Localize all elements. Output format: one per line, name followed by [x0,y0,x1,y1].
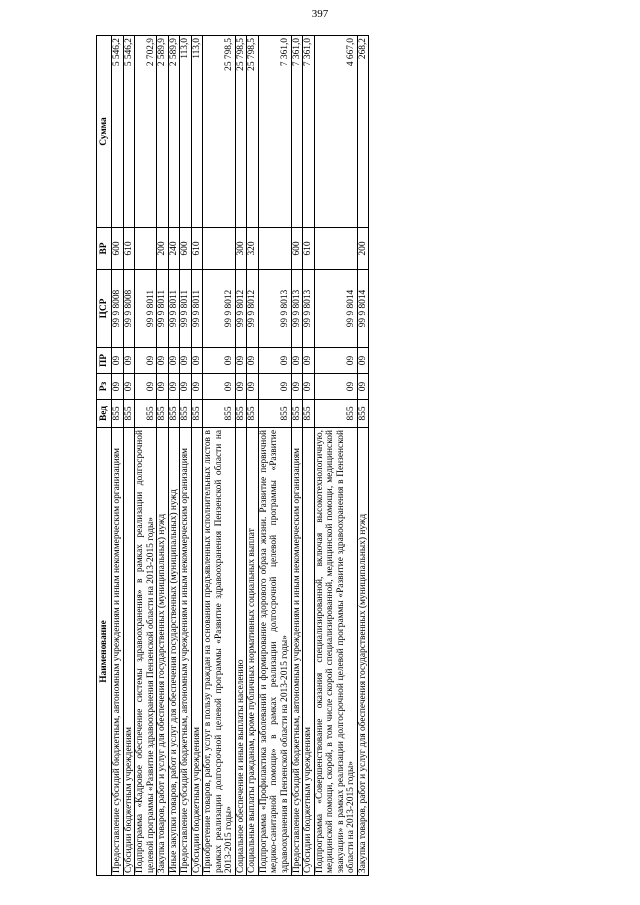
cell-csr: 99 9 8011 [168,270,180,348]
cell-ved: 855 [112,400,124,428]
header-csr: ЦСР [97,270,112,348]
cell-pr: 09 [191,348,203,374]
cell-pr: 09 [168,348,180,374]
cell-name: Субсидии бюджетным учреждениям [191,428,203,876]
cell-rz: 09 [303,374,315,400]
cell-csr: 99 9 8011 [191,270,203,348]
cell-pr: 09 [180,348,192,374]
cell-vr: 200 [357,228,369,270]
cell-sum: 113,0 [191,36,203,228]
cell-rz: 09 [135,374,157,400]
table-row [203,36,236,876]
cell-name: Предоставление субсидий бюджетным, автономным учреждениям и иным некоммерческим организациям [180,428,192,876]
table-row [247,36,259,876]
cell-rz: 09 [247,374,259,400]
cell-sum: 113,0 [180,36,192,228]
cell-pr: 09 [247,348,259,374]
cell-csr: 99 9 8011 [135,270,157,348]
cell-name: Предоставление субсидий бюджетным, автономным учреждениям и иным некоммерческим организациям [291,428,303,876]
cell-rz: 09 [123,374,135,400]
cell-sum: 2 589,9 [157,36,169,228]
cell-name: Иные закупки товаров, работ и услуг для обеспечения государственных (муниципальных) нужд [168,428,180,876]
cell-vr: 600 [180,228,192,270]
cell-name: Социальное обеспечение и иные выплаты населению [235,428,247,876]
cell-pr: 09 [314,348,357,374]
cell-rz: 09 [203,374,236,400]
cell-ved: 855 [168,400,180,428]
cell-rz: 09 [112,374,124,400]
table-header-row [97,36,112,876]
cell-rz: 09 [258,374,291,400]
table-row [357,36,369,876]
cell-vr: 600 [291,228,303,270]
cell-ved: 855 [247,400,259,428]
table-row [303,36,315,876]
table-row [235,36,247,876]
cell-ved: 855 [258,400,291,428]
cell-rz: 09 [357,374,369,400]
cell-pr: 09 [303,348,315,374]
cell-name: Подпрограмма «Совершенствование оказания специализированной, включая высокотехнологичную, медицинской помощи, скорой, в том числе скорой специализированной, медицинской помощи, медицинской эвакуации» в рамках реализации долгосрочной целевой программы «Развитие здравоохранения в Пензенской области на 2013-2015 годы» [314,428,357,876]
cell-csr: 99 9 8008 [112,270,124,348]
cell-csr: 99 9 8013 [303,270,315,348]
cell-sum: 25 798,5 [247,36,259,228]
cell-rz: 09 [191,374,203,400]
cell-ved: 855 [235,400,247,428]
header-sum: Сумма [97,36,112,228]
cell-vr [135,228,157,270]
cell-sum: 2 702,9 [135,36,157,228]
table-row [314,36,357,876]
cell-rz: 09 [314,374,357,400]
cell-rz: 09 [157,374,169,400]
cell-name: Закупка товаров, работ и услуг для обеспечения государственных (муниципальных) нужд [357,428,369,876]
cell-vr: 600 [112,228,124,270]
cell-vr: 300 [235,228,247,270]
cell-csr: 99 9 8008 [123,270,135,348]
header-vr: ВР [97,228,112,270]
cell-ved: 855 [303,400,315,428]
cell-csr: 99 9 8012 [203,270,236,348]
cell-vr [258,228,291,270]
cell-pr: 09 [112,348,124,374]
cell-ved: 855 [291,400,303,428]
cell-sum: 7 361,0 [303,36,315,228]
header-ved: Вед [97,400,112,428]
cell-sum: 7 361,0 [291,36,303,228]
cell-csr: 99 9 8012 [247,270,259,348]
rotated-page-content [96,36,545,876]
cell-rz: 09 [291,374,303,400]
cell-vr [203,228,236,270]
cell-pr: 09 [235,348,247,374]
cell-rz: 09 [168,374,180,400]
table-row [191,36,203,876]
cell-csr: 99 9 8014 [314,270,357,348]
cell-name: Подпрограмма «Профилактика заболеваний и формирование здорового образа жизни. Развитие первичной медико-санитарной помощи» в рамках реализации долгосрочной целевой программы «Развитие здравоохранения в Пензенской области на 2013-2015 годы» [258,428,291,876]
table-row [157,36,169,876]
cell-ved: 855 [314,400,357,428]
table-row [180,36,192,876]
table-row [123,36,135,876]
cell-pr: 09 [123,348,135,374]
cell-csr: 99 9 8011 [180,270,192,348]
cell-name: Закупка товаров, работ и услуг для обеспечения государственных (муниципальных) нужд [157,428,169,876]
cell-ved: 855 [123,400,135,428]
table-row [291,36,303,876]
cell-sum: 5 546,2 [112,36,124,228]
cell-name: Приобретение товаров, работ, услуг в пользу граждан на основании предъявленных исполнительных листов в рамках реализации долгосрочной целевой программы «Развитие здравоохранения Пензенской области на 2013-2015 годы» [203,428,236,876]
cell-vr [314,228,357,270]
cell-pr: 09 [357,348,369,374]
cell-sum: 4 667,0 [314,36,357,228]
table-row [168,36,180,876]
cell-ved: 855 [191,400,203,428]
cell-pr: 09 [135,348,157,374]
cell-vr: 200 [157,228,169,270]
cell-rz: 09 [235,374,247,400]
header-name: Наименование [97,428,112,876]
budget-table [96,35,369,876]
cell-ved: 855 [203,400,236,428]
cell-sum: 25 798,5 [235,36,247,228]
cell-csr: 99 9 8013 [258,270,291,348]
cell-vr: 610 [191,228,203,270]
cell-rz: 09 [180,374,192,400]
cell-sum: 7 361,0 [258,36,291,228]
cell-csr: 99 9 8012 [235,270,247,348]
cell-csr: 99 9 8013 [291,270,303,348]
cell-pr: 09 [157,348,169,374]
cell-name: Подпрограмма «Кадровое обеспечение системы здравоохранения» в рамках реализации долгосрочной целевой программы «Развитие здравоохранения Пензенской области на 2013-2015 годы» [135,428,157,876]
cell-sum: 5 546,2 [123,36,135,228]
cell-name: Субсидии бюджетным учреждениям [123,428,135,876]
cell-csr: 99 9 8014 [357,270,369,348]
table-body [112,36,369,876]
cell-ved: 855 [180,400,192,428]
cell-vr: 610 [303,228,315,270]
cell-sum: 25 798,5 [203,36,236,228]
header-pr: ПР [97,348,112,374]
cell-name: Субсидии бюджетным учреждениям [303,428,315,876]
cell-vr: 610 [123,228,135,270]
cell-ved: 855 [135,400,157,428]
cell-vr: 320 [247,228,259,270]
cell-csr: 99 9 8011 [157,270,169,348]
cell-sum: 2 589,9 [168,36,180,228]
cell-pr: 09 [258,348,291,374]
cell-vr: 240 [168,228,180,270]
cell-pr: 09 [291,348,303,374]
table-row [258,36,291,876]
cell-ved: 855 [357,400,369,428]
cell-name: Предоставление субсидий бюджетным, автономным учреждениям и иным некоммерческим организациям [112,428,124,876]
table-row [112,36,124,876]
cell-pr: 09 [203,348,236,374]
cell-name: Социальные выплаты гражданам, кроме публичных нормативных социальных выплат [247,428,259,876]
table-row [135,36,157,876]
cell-ved: 855 [157,400,169,428]
cell-sum: 268,2 [357,36,369,228]
page-number: 397 [311,8,329,20]
header-rz: Рз [97,374,112,400]
